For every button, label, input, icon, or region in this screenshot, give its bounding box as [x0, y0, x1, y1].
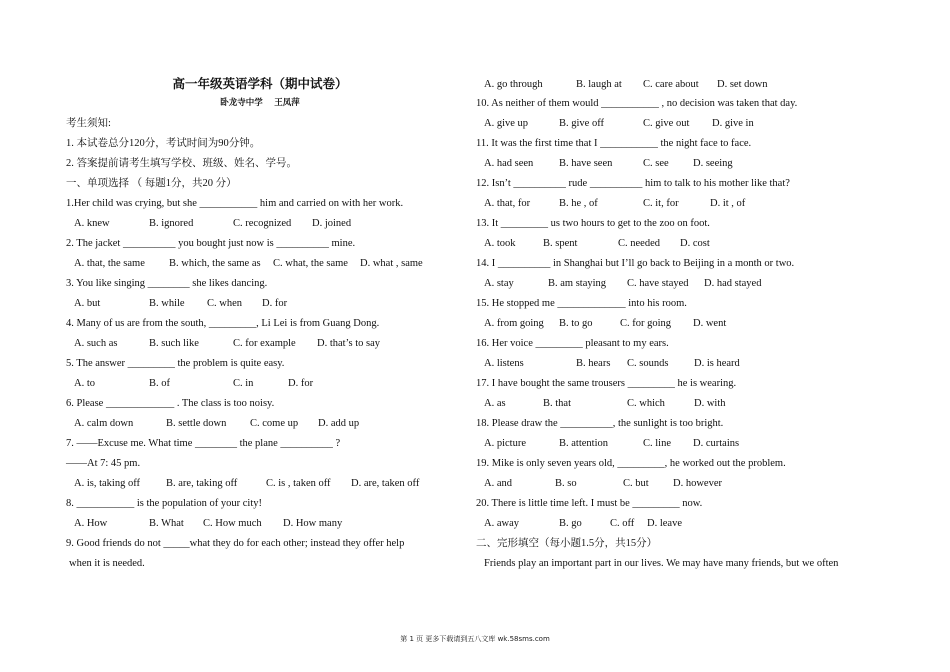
option-a: A. calm down [74, 418, 134, 429]
option-d: D. for [262, 298, 288, 309]
option-a: A. How [74, 518, 108, 529]
option-b: B. am staying [548, 278, 607, 289]
option-b: B. hears [576, 358, 611, 369]
question-text: 14. I __________ in Shanghai but I’ll go back to Beijing in a month or two. [476, 258, 795, 269]
option-d: D. curtains [693, 438, 740, 449]
option-b: B. attention [559, 438, 608, 449]
option-d: D. are, taken off [351, 478, 420, 489]
option-c: C. see [643, 158, 669, 169]
option-c: C. it, for [643, 198, 679, 209]
option-c: C. is , taken off [266, 478, 331, 489]
option-c: C. which [627, 398, 665, 409]
option-c: C. for example [233, 338, 296, 349]
option-a: A. had seen [484, 158, 534, 169]
question-text: 3. You like singing ________ she likes dancing. [66, 278, 268, 289]
option-d: D. cost [680, 238, 710, 249]
option-a: A. listens [484, 358, 524, 369]
question-text: 13. It _________ us two hours to get to the zoo on foot. [476, 218, 710, 229]
question-text: 5. The answer _________ the problem is quite easy. [66, 358, 285, 369]
option-c: C. recognized [233, 218, 292, 229]
option-a: A. such as [74, 338, 118, 349]
option-a: A. from going [484, 318, 544, 329]
option-d: D. set down [717, 79, 768, 90]
option-b: B. while [149, 298, 185, 309]
page-footer: 第 1 页 更多下载请到五八文库 wk.58sms.com [400, 635, 550, 643]
option-c: C. How much [203, 518, 262, 529]
option-a: A. as [484, 398, 506, 409]
option-b: B. go [559, 518, 582, 529]
option-b: B. settle down [166, 418, 227, 429]
option-d: D. had stayed [704, 278, 762, 289]
question-text: 4. Many of us are from the south, _________, Li Lei is from Guang Dong. [66, 318, 380, 329]
option-a: A. that, for [484, 198, 531, 209]
option-d: D. with [694, 398, 726, 409]
option-c: C. care about [643, 79, 699, 90]
option-c: C. off [610, 518, 635, 529]
option-b: B. such like [149, 338, 199, 349]
question-text: 8. ___________ is the population of your city! [66, 498, 262, 509]
option-b: B. that [543, 398, 571, 409]
section1-heading: 一、单项选择 （ 每题1分，共20 分） [66, 178, 237, 189]
question-text: 6. Please _____________ . The class is too noisy. [66, 398, 275, 409]
option-d: D. joined [312, 218, 352, 229]
option-a: A. took [484, 238, 516, 249]
question-continuation: when it is needed. [69, 558, 145, 569]
exam-title: 高一年级英语学科（期中试卷） [172, 76, 348, 91]
option-d: D. it , of [710, 198, 746, 209]
instructions-heading: 考生须知: [66, 118, 111, 129]
option-d: D. give in [712, 118, 754, 129]
option-d: D. what , same [360, 258, 423, 269]
option-a: A. away [484, 518, 519, 529]
option-d: D. How many [283, 518, 343, 529]
question-text: 16. Her voice _________ pleasant to my ears. [476, 338, 669, 349]
passage-text: Friends play an important part in our lives. We may have many friends, but we often [484, 558, 839, 569]
option-b: B. so [555, 478, 577, 489]
question-text: 10. As neither of them would ___________ , no decision was taken that day. [476, 98, 798, 109]
option-d: D. leave [647, 518, 682, 529]
option-c: C. sounds [627, 358, 669, 369]
option-a: A. that, the same [74, 258, 145, 269]
option-b: B. laugh at [576, 79, 622, 90]
option-c: C. come up [250, 418, 299, 429]
option-b: B. which, the same as [169, 258, 261, 269]
question-text: 9. Good friends do not _____what they do for each other; instead they offer help [66, 538, 405, 549]
option-d: D. for [288, 378, 314, 389]
question-text: 12. Isn’t __________ rude __________ him to talk to his mother like that? [476, 178, 790, 189]
question-text: 18. Please draw the __________, the sunlight is too bright. [476, 418, 724, 429]
option-c: C. needed [618, 238, 660, 249]
instruction-item: 2. 答案提前请考生填写学校、班级、姓名、学号。 [66, 158, 297, 169]
option-b: B. to go [559, 318, 593, 329]
option-c: C. when [207, 298, 242, 309]
option-d: D. seeing [693, 158, 733, 169]
question-response: ——At 7: 45 pm. [66, 458, 141, 469]
option-c: C. but [623, 478, 649, 489]
option-b: B. ignored [149, 218, 194, 229]
option-d: D. that’s to say [317, 338, 380, 349]
option-c: C. give out [643, 118, 690, 129]
option-b: B. What [149, 518, 184, 529]
option-d: D. went [693, 318, 727, 329]
option-d: D. add up [318, 418, 360, 429]
question-text: 1.Her child was crying, but she ___________ him and carried on with her work. [66, 198, 404, 209]
option-b: B. he , of [559, 198, 598, 209]
option-a: A. go through [484, 79, 543, 90]
option-a: A. but [74, 298, 101, 309]
option-a: A. picture [484, 438, 526, 449]
option-c: C. have stayed [627, 278, 689, 289]
question-text: 7. ——Excuse me. What time ________ the plane __________ ? [66, 438, 341, 449]
option-a: A. is, taking off [74, 478, 141, 489]
option-c: C. for going [620, 318, 672, 329]
option-d: D. however [673, 478, 722, 489]
option-a: A. knew [74, 218, 110, 229]
exam-author: 卧龙寺中学 王凤萍 [220, 98, 300, 108]
question-text: 19. Mike is only seven years old, _________, he worked out the problem. [476, 458, 786, 469]
question-text: 15. He stopped me _____________ into his room. [476, 298, 687, 309]
option-b: B. have seen [559, 158, 613, 169]
option-b: B. of [149, 378, 170, 389]
question-text: 20. There is little time left. I must be _________ now. [476, 498, 703, 509]
option-a: A. to [74, 378, 95, 389]
option-a: A. give up [484, 118, 529, 129]
instruction-item: 1. 本试卷总分120分，考试时间为90分钟。 [66, 138, 261, 149]
option-a: A. stay [484, 278, 514, 289]
question-text: 2. The jacket __________ you bought just now is __________ mine. [66, 238, 356, 249]
option-a: A. and [484, 478, 512, 489]
option-b: B. are, taking off [166, 478, 238, 489]
option-b: B. give off [559, 118, 605, 129]
option-c: C. what, the same [273, 258, 348, 269]
option-c: C. in [233, 378, 254, 389]
section2-heading: 二、完形填空（每小题1.5分，共15分） [476, 538, 658, 549]
question-text: 17. I have bought the same trousers _________ he is wearing. [476, 378, 737, 389]
option-b: B. spent [543, 238, 578, 249]
question-text: 11. It was the first time that I ___________ the night face to face. [476, 138, 752, 149]
option-d: D. is heard [694, 358, 740, 369]
option-c: C. line [643, 438, 671, 449]
